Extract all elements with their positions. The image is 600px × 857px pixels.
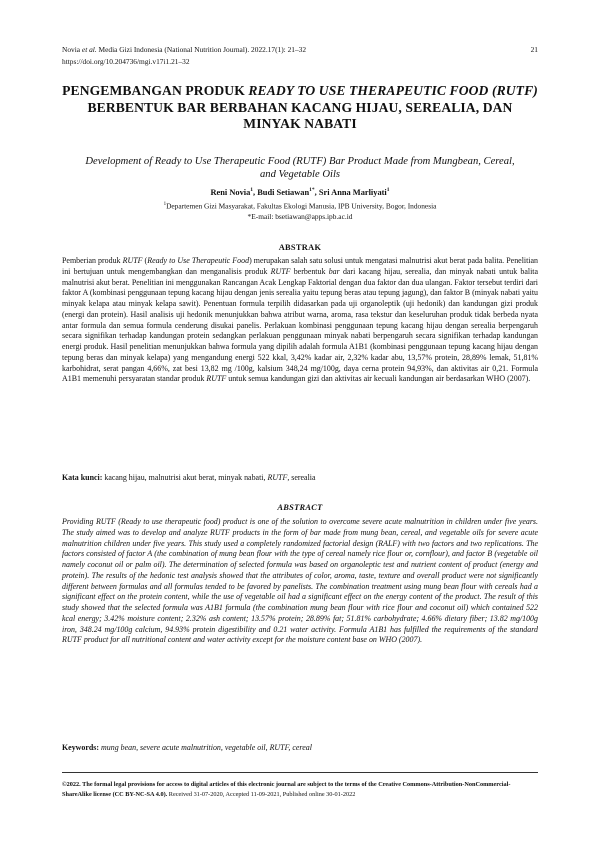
author-1: Reni Novia xyxy=(210,187,251,197)
citation-etal: et al. xyxy=(80,45,97,54)
footer-divider xyxy=(62,772,538,773)
abstrak-seg-9: dari kacang hijau, serealia, dan minyak nabati untuk balita malnutrisi akut berat. Penelitian ini menggunakan Rancangan Acak Lengkap Faktorial dengan dua faktor dan dua ulangan. Faktor tersebut terdiri dari faktor A (kombinasi penggunaan tepung kacang hijau dengan jenis serealia yaitu tepung beras atau tepung jagung), dan faktor B (minyak nabati yaitu minyak kelapa atau minyak kelapa sawit). Penentuan formula terpilih didasarkan pada uji organoleptik (uji hedonik) dan kandungan gizi produk (energi dan protein). Hasil analisis uji hedonik menunjukkan bahwa atribut warna, aroma, rasa tekstur dan keseluruhan produk tidak berbeda nyata antar formula dan semua formula cenderung disukai panelis. Perlakuan kombinasi penggunaan tepung kacang hijau dengan serealia berpengaruh secara signifikan terhadap kandungan protein sedangkan perlakuan penggunaan minyak nabati berpengaruh secara signifikan terhadap kandungan energi produk. Hasil penelitian menunjukkan bahwa formula yang dipilih adalah formula A1B1 (kombinasi penggunaan tepung kacang hijau dengan tepung beras dan minyak kelapa) yang mengandung energi 522 kkal, 3,42% kadar air, 2,32% kadar abu, 13,57% protein, 28,89% lemak, 51,81% karbohidrat, serat pangan 4,66%, zat besi 13,82 mg /100g, kalsium 348,24 mg/100g, daya cerna protein 94,93%, dan aktivitas air 0,21. Formula A1B1 memenuhi persyaratan standar produk xyxy=(62,266,539,384)
author-3: Sri Anna Marliyati xyxy=(318,187,387,197)
abstract-heading: ABSTRACT xyxy=(277,503,323,512)
page-number: 21 xyxy=(530,45,538,54)
title-part-2: READY TO USE THERAPEUTIC FOOD (RUTF) xyxy=(248,83,538,98)
kata-kunci-text-3: , serealia xyxy=(287,473,316,482)
title-part-1: PENGEMBANGAN PRODUK xyxy=(62,83,249,98)
license-statement: ©2022. The formal legal provisions for access to digital articles of this electronic journal are subject to the terms of the Creative Commons-Attribution-NonCommercial-ShareAlike license (CC BY-NC-SA 4.0). xyxy=(62,781,511,799)
paper-title xyxy=(62,83,538,133)
journal-citation xyxy=(62,44,538,56)
abstrak-seg-3: ( xyxy=(142,256,148,265)
author-3-affil: 1 xyxy=(386,187,390,193)
abstrak-seg-6: RUTF xyxy=(270,266,291,276)
citation-author: Novia xyxy=(62,45,81,54)
abstrak-seg-4: Ready to Use Therapeutic Food xyxy=(147,256,250,265)
author-2-affil: 1* xyxy=(309,187,315,193)
abstrak-body xyxy=(62,256,538,385)
keywords-label: Keywords: xyxy=(62,743,100,752)
abstrak-heading: ABSTRAK xyxy=(278,243,322,252)
kata-kunci-label: Kata kunci: xyxy=(62,473,103,482)
affiliation xyxy=(62,200,538,212)
kata-kunci-text-1: kacang hijau, malnutrisi akut berat, minyak nabati, xyxy=(102,473,268,482)
running-header xyxy=(62,44,538,67)
abstrak-seg-7: berbentuk xyxy=(290,266,329,276)
kata-kunci-text-2: RUTF xyxy=(267,473,288,482)
citation-journal: Media Gizi Indonesia (National Nutrition Journal). 2022.17(1): 21–32 xyxy=(96,45,307,54)
author-list: Reni Novia$^1$, Budi Setiawan$^{1*}$, Sri Anna Marliyati$^1$ xyxy=(210,187,390,197)
abstrak-seg-2: RUTF xyxy=(122,256,143,265)
affiliation-marker: 1 xyxy=(163,202,167,207)
abstrak-seg-1: Pemberian produk xyxy=(62,256,123,265)
doi-link[interactable]: https://doi.org/10.204736/mgi.v17i1.21–32 xyxy=(62,56,190,66)
abstrak-seg-5: ) merupakan salah satu solusi untuk mengatasi malnutrisi akut berat pada balita. Penelitian ini bertujuan untuk mengembangkan dan menganalisis produk xyxy=(62,256,539,276)
author-2: Budi Setiawan xyxy=(257,187,310,197)
corresponding-email[interactable]: *E-mail: bsetiawan@apps.ipb.ac.id xyxy=(247,212,353,222)
abstrak-seg-10: RUTF xyxy=(206,374,227,384)
affiliation-block xyxy=(62,200,538,223)
publication-dates: Received 31-07-2020, Accepted 11-09-2021, Published online 30-01-2022 xyxy=(167,791,356,799)
english-title: Development of Ready to Use Therapeutic Food (RUTF) Bar Product Made from Mungbean, Cereal, and Vegetable Oils xyxy=(85,156,515,181)
keywords xyxy=(62,743,538,752)
kata-kunci xyxy=(62,473,538,482)
author-1-affil: 1 xyxy=(250,187,254,193)
abstrak-seg-8: bar xyxy=(328,266,340,276)
abstract-body: Providing RUTF (Ready to use therapeutic food) product is one of the solution to overcome severe acute malnutrition in children under five years. The study aimed was to develop and analyze RUTF products in the form of bar made from mung bean, cereal, and vegetable oils for severe acute malnutrition children under five years. This study used a completely randomized factorial design (RALF) with two factors and two replications. The factors consisted of factor A (the combination of mung bean flour with the type of cereal namely rice flour or, cornflour), and factor B (vegetable oil namely coconut oil or palm oil). The determination of selected formula was based on organoleptic test and nutrient content of product (energy and protein). The results of the hedonic test analysis showed that the attributes of color, aroma, taste, texture and overall product were not significantly different between formulas and all formulas tended to be favored by panelists. The combination treatment using mung bean flour with cereals had a significant effect on the protein content, while the use of vegetable oil had a significant effect on the energy content of the product. The result of this study showed that the selected formula was A1B1 formula (the combination mung bean flour with rice flour and coconut oil) which contained 522 kcal energy; 3.42% moisture content; 2.32% ash content; 13.57% protein; 28.89% fat; 51.81% carbohydrate; 4.66% dietary fiber; 13.82 mg/100g iron, 348.24 mg/100g calcium, 94.93% protein digestibility and 0.21 water activity. Formula A1B1 has fulfilled the requirements of the standard RUTF product for all nutritional content and water activity except for the moisture content base on WHO (2007). xyxy=(62,517,538,645)
abstrak-seg-11: untuk semua kandungan gizi dan aktivitas air kecuali kandungan air berdasarkan WHO (2007). xyxy=(226,374,531,384)
title-part-3: BERBENTUK BAR BERBAHAN KACANG HIJAU, SEREALIA, DAN MINYAK NABATI xyxy=(87,99,513,132)
license-footer xyxy=(62,780,538,801)
affiliation-text: Departemen Gizi Masyarakat, Fakultas Ekologi Manusia, IPB University, Bogor, Indonesia xyxy=(166,201,437,211)
keywords-text: mung bean, severe acute malnutrition, vegetable oil, RUTF, cereal xyxy=(99,743,312,752)
